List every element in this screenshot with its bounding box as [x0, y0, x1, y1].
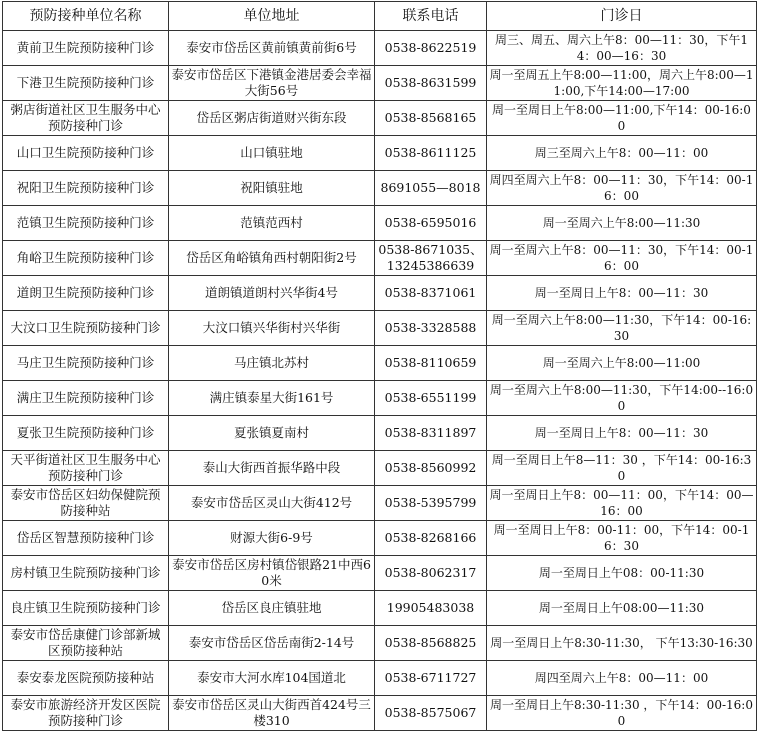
clinic-hours-cell: 周一至周日上午8：00—11：30 — [487, 416, 757, 451]
address-cell: 泰山大街西首振华路中段 — [169, 451, 375, 486]
table-row — [3, 556, 757, 591]
header-phone: 联系电话 — [375, 2, 487, 31]
unit-name-cell: 角峪卫生院预防接种门诊 — [3, 241, 169, 276]
clinic-hours-cell: 周一至周六上午8:00—11:00 — [487, 346, 757, 381]
address-cell: 夏张镇夏南村 — [169, 416, 375, 451]
table-row — [3, 521, 757, 556]
clinic-hours-cell: 周一至周日上午8：00-11：00，下午14：00-16：30 — [487, 521, 757, 556]
table-row — [3, 241, 757, 276]
table-row — [3, 206, 757, 241]
clinic-hours-cell: 周三、周五、周六上午8：00—11：30，下午14：00—16：30 — [487, 31, 757, 66]
unit-name-cell: 良庄镇卫生院预防接种门诊 — [3, 591, 169, 626]
table-row — [3, 276, 757, 311]
clinic-hours-cell: 周四至周六上午8：00—11：30，下午14：00-16：00 — [487, 171, 757, 206]
unit-name-cell: 天平街道社区卫生服务中心预防接种门诊 — [3, 451, 169, 486]
unit-name-cell: 马庄卫生院预防接种门诊 — [3, 346, 169, 381]
header-clinic-days: 门诊日 — [487, 2, 757, 31]
table-row — [3, 346, 757, 381]
address-cell: 大汶口镇兴华街村兴华街 — [169, 311, 375, 346]
unit-name-cell: 祝阳卫生院预防接种门诊 — [3, 171, 169, 206]
unit-name-cell: 范镇卫生院预防接种门诊 — [3, 206, 169, 241]
address-cell: 泰安市岱岳区灵山大街西首424号三楼310 — [169, 696, 375, 731]
phone-cell: 0538-8631599 — [375, 66, 487, 101]
clinic-hours-cell: 周一至周日上午8:30-11:30， 下午13:30-16:30 — [487, 626, 757, 661]
address-cell: 祝阳镇驻地 — [169, 171, 375, 206]
unit-name-cell: 泰安市岱岳区妇幼保健院预防接种站 — [3, 486, 169, 521]
address-cell: 满庄镇泰星大街161号 — [169, 381, 375, 416]
unit-name-cell: 下港卫生院预防接种门诊 — [3, 66, 169, 101]
unit-name-cell: 泰安泰龙医院预防接种站 — [3, 661, 169, 696]
unit-name-cell: 粥店街道社区卫生服务中心预防接种门诊 — [3, 101, 169, 136]
address-cell: 泰安市岱岳区岱岳南街2-14号 — [169, 626, 375, 661]
phone-cell: 8691055—8018 — [375, 171, 487, 206]
unit-name-cell: 岱岳区智慧预防接种门诊 — [3, 521, 169, 556]
clinic-hours-cell: 周一至周日上午8：00—11：00，下午14：00—16：00 — [487, 486, 757, 521]
phone-cell: 0538-8268166 — [375, 521, 487, 556]
clinic-hours-cell: 周一至周六上午8：00—11：30，下午14：00-16：00 — [487, 241, 757, 276]
phone-cell: 0538-5395799 — [375, 486, 487, 521]
phone-cell: 0538-8568165 — [375, 101, 487, 136]
phone-cell: 0538-8110659 — [375, 346, 487, 381]
unit-name-cell: 山口卫生院预防接种门诊 — [3, 136, 169, 171]
phone-cell: 19905483038 — [375, 591, 487, 626]
phone-cell: 0538-8622519 — [375, 31, 487, 66]
address-cell: 道朗镇道朗村兴华街4号 — [169, 276, 375, 311]
address-cell: 马庄镇北苏村 — [169, 346, 375, 381]
phone-cell: 0538-8568825 — [375, 626, 487, 661]
phone-cell: 0538-8371061 — [375, 276, 487, 311]
phone-cell: 0538-8611125 — [375, 136, 487, 171]
address-cell: 泰安市岱岳区黄前镇黄前街6号 — [169, 31, 375, 66]
table-row — [3, 31, 757, 66]
phone-cell: 0538-6711727 — [375, 661, 487, 696]
address-cell: 范镇范西村 — [169, 206, 375, 241]
clinic-hours-cell: 周四至周六上午8：00—11：00 — [487, 661, 757, 696]
clinic-hours-cell: 周一至周日上午8:00—11:00,下午14：00-16:00 — [487, 101, 757, 136]
clinic-hours-cell: 周一至周日上午08：00-11:30 — [487, 556, 757, 591]
clinic-hours-cell: 周一至周六上午8:00—11:30，下午14:00--16:00 — [487, 381, 757, 416]
table-body — [3, 31, 757, 731]
address-cell: 财源大街6-9号 — [169, 521, 375, 556]
clinic-hours-cell: 周一至周六上午8:00—11:30 — [487, 206, 757, 241]
table-row — [3, 381, 757, 416]
unit-name-cell: 大汶口卫生院预防接种门诊 — [3, 311, 169, 346]
unit-name-cell: 房村镇卫生院预防接种门诊 — [3, 556, 169, 591]
clinic-hours-cell: 周一至周六上午8:00—11:30，下午14：00-16:30 — [487, 311, 757, 346]
address-cell: 泰安市大河水库104国道北 — [169, 661, 375, 696]
clinic-hours-cell: 周一至周日上午8—11：30 ，下午14：00-16:30 — [487, 451, 757, 486]
address-cell: 岱岳区粥店街道财兴街东段 — [169, 101, 375, 136]
table-row — [3, 626, 757, 661]
table-row — [3, 101, 757, 136]
header-address: 单位地址 — [169, 2, 375, 31]
unit-name-cell: 黄前卫生院预防接种门诊 — [3, 31, 169, 66]
table-row — [3, 661, 757, 696]
unit-name-cell: 泰安市岱岳康健门诊部新城区预防接种站 — [3, 626, 169, 661]
clinic-hours-cell: 周一至周日上午8：00—11：30 — [487, 276, 757, 311]
table-row — [3, 311, 757, 346]
clinic-hours-cell: 周一至周日上午08:00—11:30 — [487, 591, 757, 626]
address-cell: 泰安市岱岳区房村镇岱银路21中西60米 — [169, 556, 375, 591]
phone-cell: 0538-3328588 — [375, 311, 487, 346]
table-row — [3, 136, 757, 171]
address-cell: 泰安市岱岳区灵山大街412号 — [169, 486, 375, 521]
phone-cell: 0538-6595016 — [375, 206, 487, 241]
table-row — [3, 486, 757, 521]
phone-cell: 0538-8560992 — [375, 451, 487, 486]
table-row — [3, 451, 757, 486]
phone-cell: 0538-8575067 — [375, 696, 487, 731]
clinic-hours-cell: 周一至周日上午8:30-11:30 ，下午14：00-16:00 — [487, 696, 757, 731]
phone-cell: 0538-8311897 — [375, 416, 487, 451]
unit-name-cell: 夏张卫生院预防接种门诊 — [3, 416, 169, 451]
phone-cell: 0538-8671035、13245386639 — [375, 241, 487, 276]
unit-name-cell: 满庄卫生院预防接种门诊 — [3, 381, 169, 416]
address-cell: 泰安市岱岳区下港镇金港居委会幸福大街56号 — [169, 66, 375, 101]
address-cell: 山口镇驻地 — [169, 136, 375, 171]
phone-cell: 0538-6551199 — [375, 381, 487, 416]
table-row — [3, 696, 757, 731]
table-row — [3, 171, 757, 206]
vaccination-clinic-table — [2, 1, 757, 731]
phone-cell: 0538-8062317 — [375, 556, 487, 591]
clinic-hours-cell: 周一至周五上午8:00—11:00，周六上午8:00—11:00,下午14:00—17:00 — [487, 66, 757, 101]
table-row — [3, 591, 757, 626]
table-header-row — [3, 2, 757, 31]
unit-name-cell: 道朗卫生院预防接种门诊 — [3, 276, 169, 311]
header-unit-name: 预防接种单位名称 — [3, 2, 169, 31]
address-cell: 岱岳区良庄镇驻地 — [169, 591, 375, 626]
address-cell: 岱岳区角峪镇角西村朝阳街2号 — [169, 241, 375, 276]
table-row — [3, 66, 757, 101]
table-row — [3, 416, 757, 451]
clinic-hours-cell: 周三至周六上午8：00—11：00 — [487, 136, 757, 171]
unit-name-cell: 泰安市旅游经济开发区医院预防接种门诊 — [3, 696, 169, 731]
